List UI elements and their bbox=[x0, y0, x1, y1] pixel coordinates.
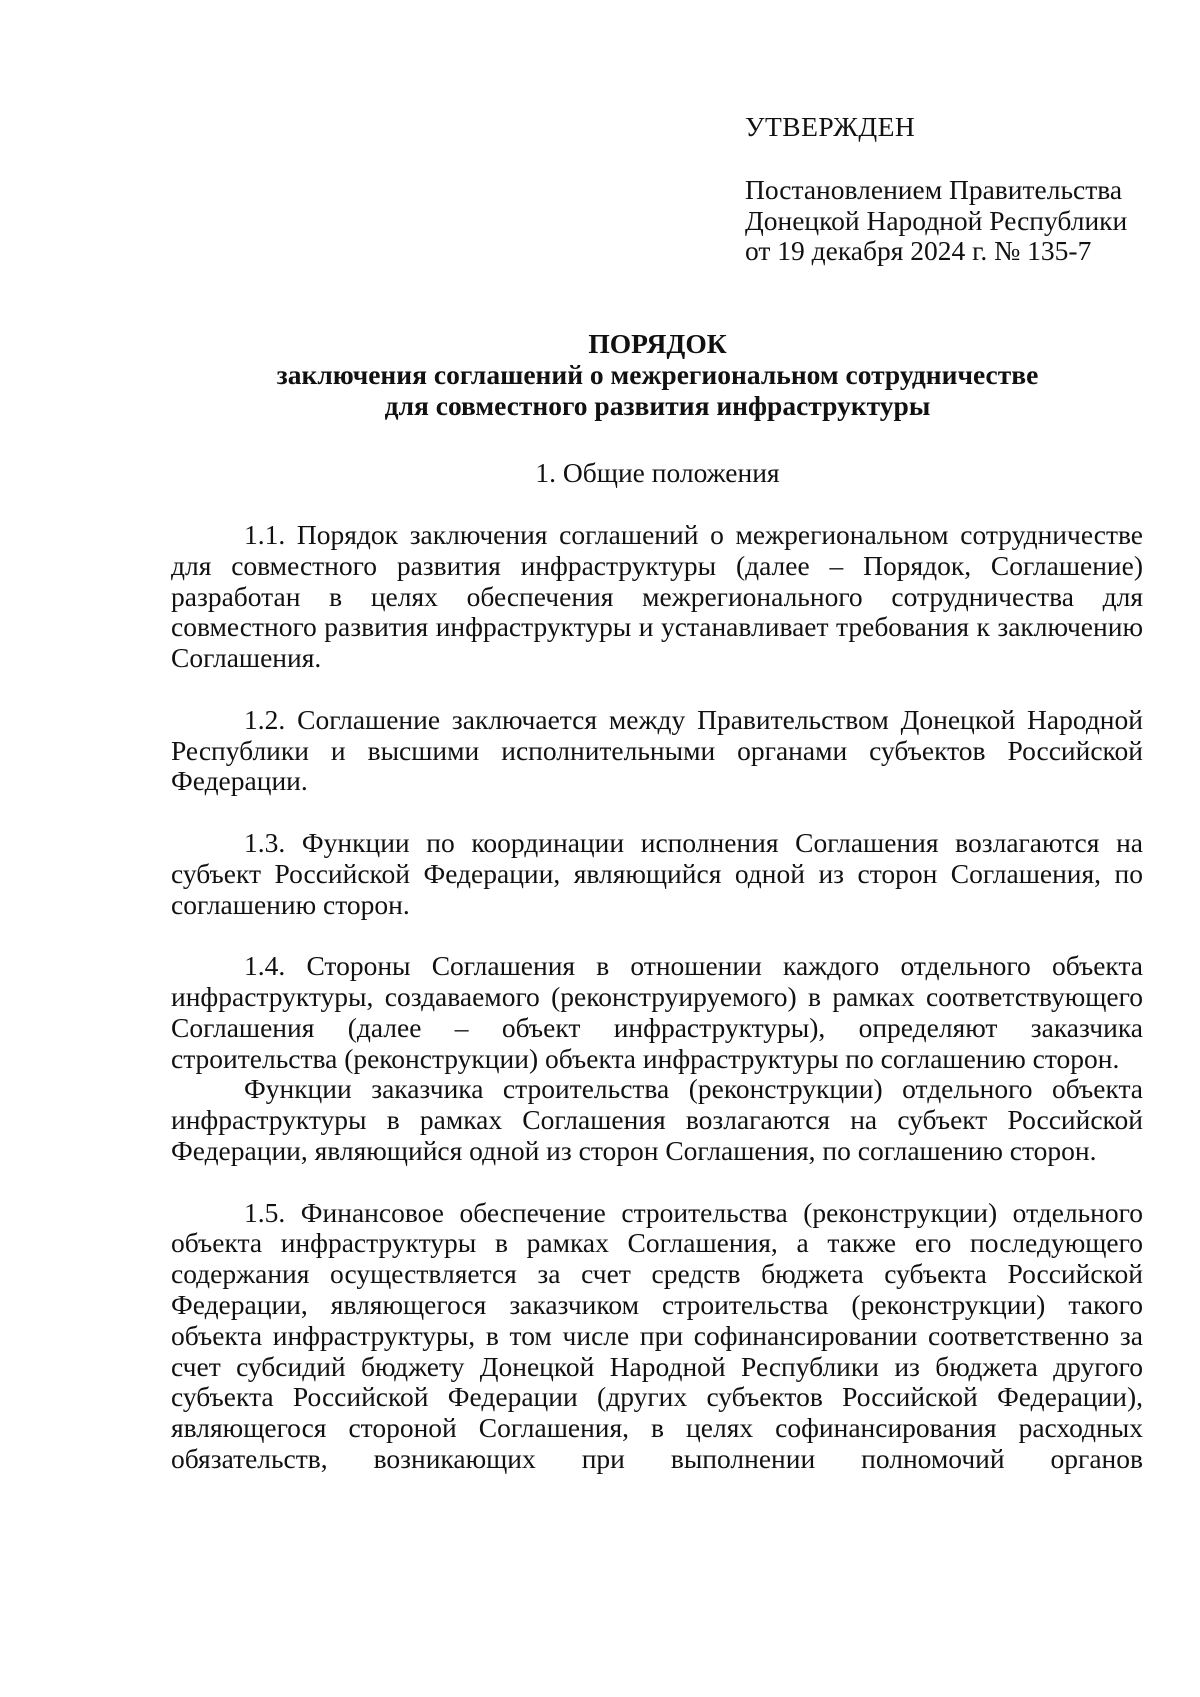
approval-stamp: УТВЕРЖДЕН bbox=[745, 111, 916, 142]
approval-line: от 19 декабря 2024 г. № 135-7 bbox=[745, 235, 1092, 267]
section-title: 1. Общие положения bbox=[535, 457, 780, 488]
approval-block bbox=[745, 112, 1165, 267]
paragraph-1-1: 1.1. Порядок заключения соглашений о межрегиональном сотрудничестве для совместного развития инфраструктуры (далее – Порядок, Соглашение) разработан в целях обеспечения межрегионального сотрудничества для совместного развития инфраструктуры и устанавливает требования к заключению Соглашения. bbox=[171, 519, 1143, 674]
approval-line: Постановлением Правительства bbox=[745, 173, 1123, 205]
paragraph-1-3: 1.3. Функции по координации исполнения Соглашения возлагаются на субъект Российской Федерации, являющийся одной из сторон Соглашения, по соглашению сторон. bbox=[171, 826, 1143, 920]
document-body bbox=[171, 520, 1143, 1475]
document-heading bbox=[170, 329, 1145, 421]
document-subtitle-line: заключения соглашений о межрегиональном сотрудничестве bbox=[276, 358, 1039, 390]
paragraph-1-4-continued: Функции заказчика строительства (реконструкции) отдельного объекта инфраструктуры в рамках Соглашения возлагаются на субъект Российской Федерации, являющийся одной из сторон Соглашения, по соглашению сторон. bbox=[171, 1073, 1143, 1166]
approval-line: Донецкой Народной Республики bbox=[745, 204, 1128, 236]
paragraph-1-5: 1.5. Финансовое обеспечение строительства (реконструкции) отдельного объекта инфраструктуры в рамках Соглашения, а также его последующего содержания осуществляется за счет средств бюджета субъекта Российской Федерации, являющегося заказчиком строительства (реконструкции) такого объекта инфраструктуры, в том числе при софинансировании соответственно за счет субсидий бюджету Донецкой Народной Республики из бюджета другого субъекта Российской Федерации (других субъектов Российской Федерации), являющегося стороной Соглашения, в целях софинансирования расходных обязательств, возникающих при выполнении полномочий органов bbox=[171, 1196, 1143, 1474]
document-subtitle-line: для совместного развития инфраструктуры bbox=[384, 389, 931, 421]
paragraph-1-2: 1.2. Соглашение заключается между Правительством Донецкой Народной Республики и высшими исполнительными органами субъектов Российской Федерации. bbox=[171, 703, 1143, 797]
paragraph-1-4: 1.4. Стороны Соглашения в отношении каждого отдельного объекта инфраструктуры, создаваемого (реконструируемого) в рамках соответствующего Соглашения (далее – объект инфраструктуры), определяют заказчика строительства (реконструкции) объекта инфраструктуры по соглашению сторон. bbox=[171, 950, 1143, 1074]
document-title: ПОРЯДОК bbox=[588, 328, 727, 359]
